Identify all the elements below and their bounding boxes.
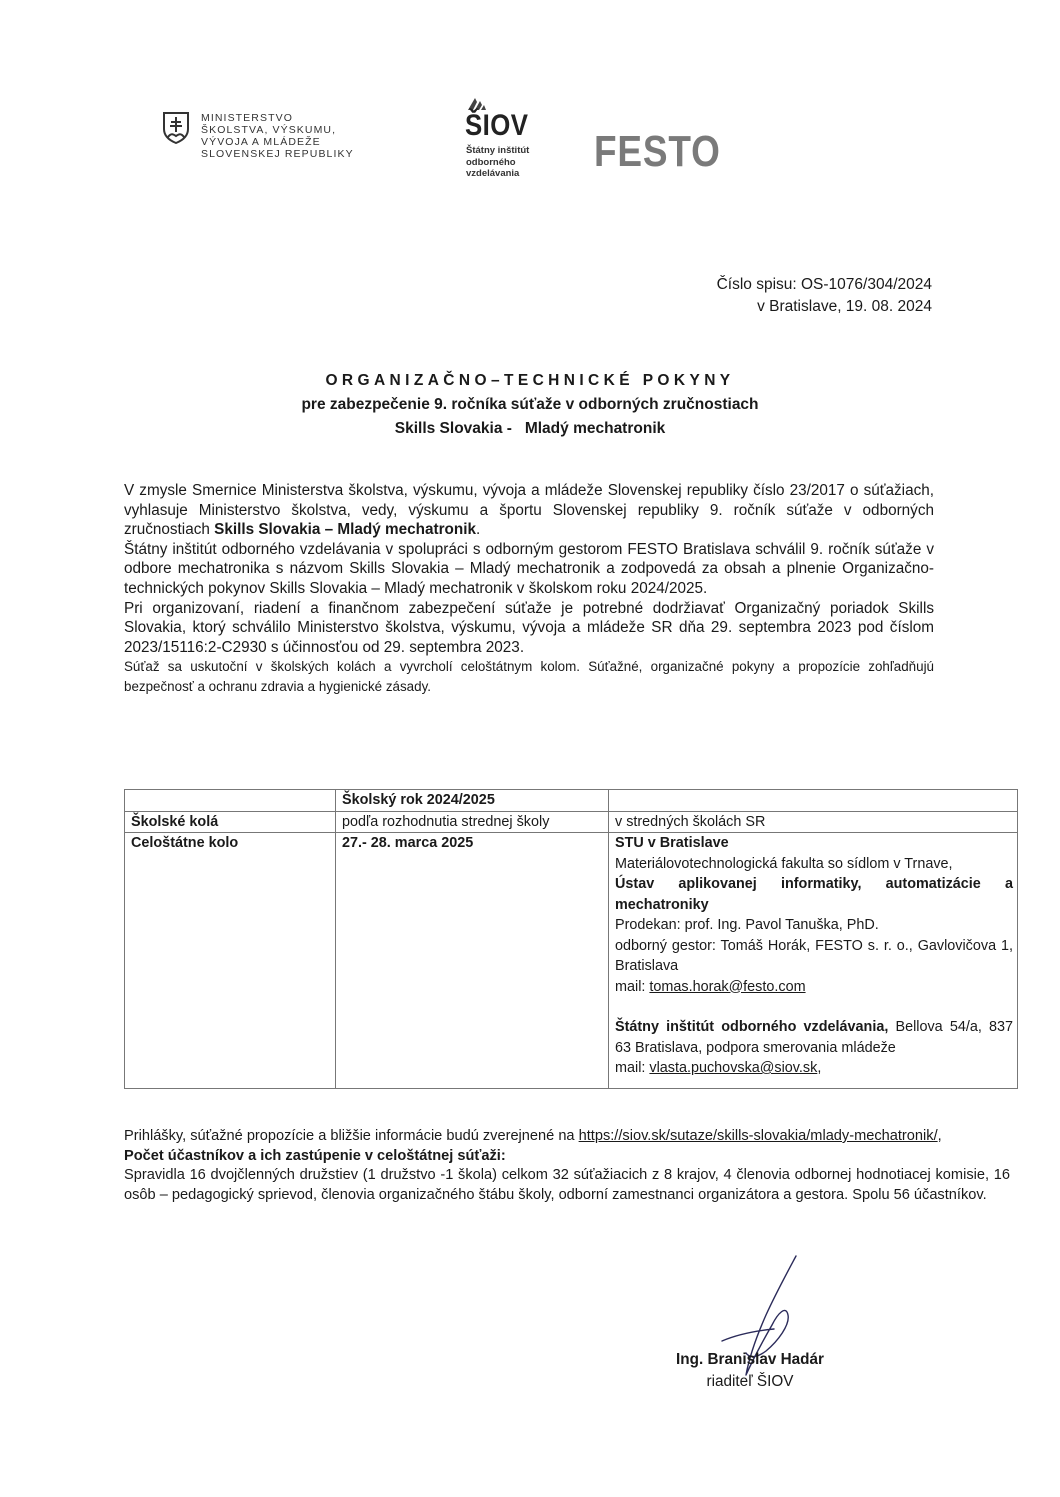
applications-text: Prihlášky, súťažné propozície a bližšie informácie budú zverejnené na (124, 1128, 579, 1144)
bottom-paragraphs (124, 1127, 1010, 1205)
participants-heading: Počet účastníkov a ich zastúpenie v celoštátnej súťaži: (124, 1147, 506, 1164)
venue-title: STU v Bratislave (615, 835, 729, 851)
guarantor-email-link[interactable]: tomas.horak@festo.com (649, 978, 806, 995)
signer-name: Ing. Branislav Hadár (676, 1351, 824, 1368)
document-title (0, 369, 1060, 441)
ministry-logo-text (201, 112, 354, 160)
ministry-line: ŠKOLSTVA, VÝSKUMU, (201, 124, 337, 136)
title-line-2: pre zabezpečenie 9. ročníka súťaže v odborných zručnostiach (301, 396, 759, 413)
signer-role: riaditeľ ŠIOV (706, 1373, 794, 1390)
table-header-cell (125, 790, 336, 812)
table-row (125, 833, 1018, 1089)
siov-contact-name: Štátny inštitút odborného vzdelávania, (615, 1019, 889, 1035)
siov-logo-name: ŠIOV (465, 109, 529, 142)
ministry-line: VÝVOJA A MLÁDEŽE (201, 136, 321, 148)
file-number: Číslo spisu: OS-1076/304/2024 (716, 276, 932, 293)
paragraph-1 (124, 481, 934, 540)
round-label: Školské kolá (125, 811, 336, 833)
round-label: Celoštátne kolo (125, 833, 336, 1089)
applications-suffix: , (937, 1128, 942, 1144)
paragraph-4: Súťaž sa uskutoční v školských kolách a vyvrcholí celoštátnym kolom. Súťažné, organizačné pokyny a propozície zohľadňujú bezpečnosť a ochranu zdravia a hygienické zásady. (124, 659, 934, 694)
siov-email-link[interactable]: vlasta.puchovska@siov.sk (649, 1060, 818, 1076)
title-line-3: Skills Slovakia - Mladý mechatronik (394, 420, 666, 437)
festo-logo: FESTO (594, 127, 721, 176)
school-year-header: Školský rok 2024/2025 (336, 790, 609, 812)
mail-label: mail: (615, 1060, 650, 1076)
siov-sub-line: Štátny inštitút (466, 145, 530, 156)
siov-sub-line: vzdelávania (466, 168, 520, 179)
mail-suffix: , (817, 1060, 822, 1076)
table-header-row (125, 790, 1018, 812)
venue-faculty: Materiálovotechnologická fakulta so sídlom v Trnave, (615, 855, 953, 872)
place-date: v Bratislave, 19. 08. 2024 (757, 298, 932, 315)
vice-dean: Prodekan: prof. Ing. Pavol Tanuška, PhD. (615, 917, 879, 933)
siov-sub-line: odborného (466, 156, 516, 168)
round-when: podľa rozhodnutia strednej školy (336, 811, 609, 833)
participants-paragraph: Spravidla 16 dvojčlenných družstiev (1 družstvo -1 škola) celkom 32 súťažiacich z 8 krajov, 4 členovia odbornej hodnotiacej komisie, 16 osôb – pedagogický sprievod, členovia organizačného štábu školy, odborní zamestnanci organizátora a gestora. Spolu 56 účastníkov. (124, 1167, 1010, 1203)
rounds-table (124, 789, 1018, 1089)
mail-label: mail: (615, 978, 650, 995)
venue-institute: Ústav aplikovanej informatiky, automatizácie a mechatroniky (615, 876, 1013, 913)
competition-web-link[interactable]: https://siov.sk/sutaze/skills-slovakia/mlady-mechatronik/ (578, 1128, 938, 1144)
guarantor: odborný gestor: Tomáš Horák, FESTO s. r. o., Gavlovičova 1, Bratislava (615, 937, 1013, 974)
siov-contact (615, 1017, 1013, 1058)
paragraph-3: Pri organizovaní, riadení a finančnom zabezpečení súťaže je potrebné dodržiavať Organizačný poriadok Skills Slovakia, ktorý schválilo Ministerstvo školstva, výskumu, vývoja a mládeže SR dňa 29. septembra 2023 pod číslom 2023/15116:2-C2930 s účinnosťou od 29. septembra 2023. (124, 599, 934, 656)
paragraph-1-text: V zmysle Smernice Ministerstva školstva, výskumu, vývoja a mládeže Slovenskej republiky číslo 23/2017 o súťažiach, vyhlasuje Ministerstvo školstva, vedy, výskumu a športu Slovenskej republiky 9. ročník súťaže v odborných zručnostiach (124, 482, 934, 539)
spacer (615, 997, 1013, 1017)
ministry-line: SLOVENSKEJ REPUBLIKY (201, 148, 354, 160)
file-info (717, 274, 932, 318)
round-where: v stredných školách SR (609, 811, 1018, 833)
table-row (125, 811, 1018, 833)
ministry-line: MINISTERSTVO (201, 112, 293, 124)
competition-name: Skills Slovakia – Mladý mechatronik (214, 521, 476, 539)
title-main: ORGANIZAČNO–TECHNICKÉ POKYNY (325, 372, 735, 389)
siov-mail-line (615, 1058, 1013, 1079)
round-when: 27.- 28. marca 2025 (336, 833, 609, 1089)
paragraph-1-end: . (476, 521, 481, 539)
signature-block (640, 1349, 860, 1393)
national-round-venue (609, 833, 1018, 1089)
slovak-coat-of-arms-icon (163, 112, 189, 144)
intro-paragraphs (124, 481, 934, 697)
guarantor-mail-line (615, 977, 1013, 998)
siov-contact-address: Bellova 54/a, 837 63 Bratislava, podpora smerovania mládeže (615, 1019, 1013, 1056)
paragraph-2: Štátny inštitút odborného vzdelávania v spolupráci s odborným gestorom FESTO Bratislava schválil 9. ročník súťaže v odbore mechatronika s názvom Skills Slovakia – Mladý mechatronik a zodpovedá za obsah a plnenie Organizačno-technických pokynov Skills Slovakia – Mladý mechatronik v školskom roku 2024/2025. (124, 540, 934, 597)
siov-logo-subtitle (466, 145, 529, 180)
table-header-cell (609, 790, 1018, 812)
applications-paragraph (124, 1127, 1010, 1147)
